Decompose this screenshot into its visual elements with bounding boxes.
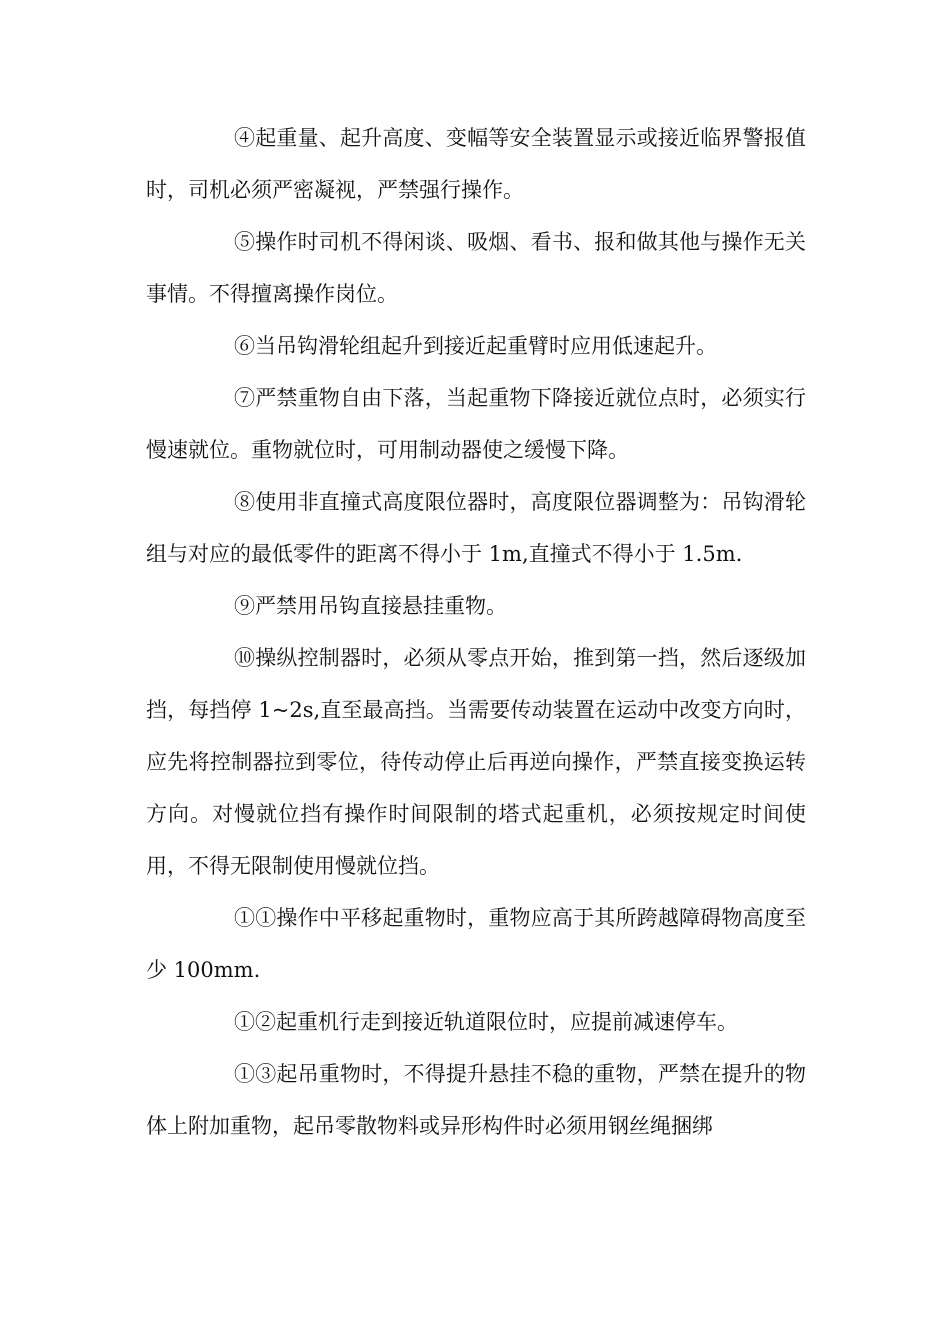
paragraph-item-12: ①②起重机行走到接近轨道限位时，应提前减速停车。 [234, 1010, 738, 1034]
paragraph-item-4: ④起重量、起升高度、变幅等安全装置显示或接近临界警报值时，司机必须严密凝视，严禁强行操作。 [146, 126, 806, 202]
paragraph-item-5: ⑤操作时司机不得闲谈、吸烟、看书、报和做其他与操作无关事情。不得擅离操作岗位。 [146, 230, 806, 306]
paragraph-item-8: ⑧使用非直撞式高度限位器时，高度限位器调整为：吊钩滑轮组与对应的最低零件的距离不得小于 1m,直撞式不得小于 1.5m. [146, 490, 806, 566]
paragraph-item-6: ⑥当吊钩滑轮组起升到接近起重臂时应用低速起升。 [234, 334, 717, 358]
paragraph-item-7: ⑦严禁重物自由下落，当起重物下降接近就位点时，必须实行慢速就位。重物就位时，可用制动器使之缓慢下降。 [146, 386, 806, 462]
document-body [146, 112, 806, 1152]
paragraph-item-13: ①③起吊重物时，不得提升悬挂不稳的重物，严禁在提升的物体上附加重物，起吊零散物料或异形构件时必须用钢丝绳捆绑 [146, 1062, 806, 1138]
paragraph-item-11: ①①操作中平移起重物时，重物应高于其所跨越障碍物高度至少 100mm. [146, 906, 806, 982]
paragraph-item-9: ⑨严禁用吊钩直接悬挂重物。 [234, 594, 507, 618]
paragraph-item-10: ⑩操纵控制器时，必须从零点开始，推到第一挡，然后逐级加挡，每挡停 1~2s,直至最高挡。当需要传动装置在运动中改变方向时，应先将控制器拉到零位，待传动停止后再逆向操作，严禁直接变换运转方向。对慢就位挡有操作时间限制的塔式起重机，必须按规定时间使用，不得无限制使用慢就位挡。 [146, 646, 806, 878]
